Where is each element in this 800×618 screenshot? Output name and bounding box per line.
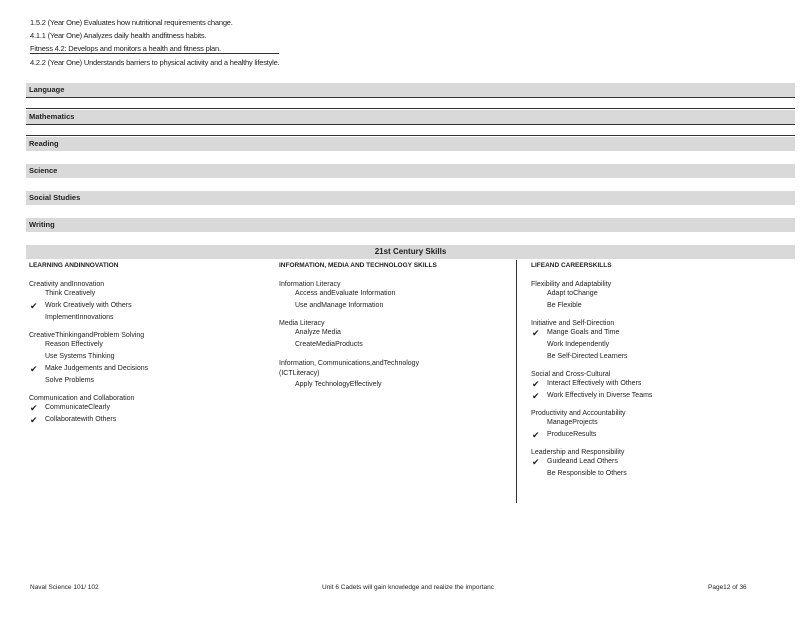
skill-item xyxy=(29,312,148,324)
skill-item xyxy=(29,288,148,300)
skill-item-label: ProduceResults xyxy=(547,431,597,438)
skill-group-title: Creativity andInnovation xyxy=(29,281,105,288)
skill-item-label: Reason Effectively xyxy=(45,341,103,348)
skill-item xyxy=(29,414,148,426)
skill-group-title: Initiative and Self-Direction xyxy=(531,320,615,327)
standard-line: 1.5.2 (Year One) Evaluates how nutritional requirements change. xyxy=(30,18,233,27)
skill-item xyxy=(29,300,148,312)
checkmark-icon: ✔ xyxy=(30,301,38,311)
divider xyxy=(26,135,795,136)
column-heading: LIFEAND CAREERSKILLS xyxy=(531,262,612,269)
divider xyxy=(26,108,795,109)
subject-bar-writing: Writing xyxy=(26,218,795,232)
skill-item-label: Use Systems Thinking xyxy=(45,353,115,360)
skill-item-label: Think Creatively xyxy=(45,290,96,297)
skill-item xyxy=(29,363,148,375)
skill-item xyxy=(531,390,652,402)
subject-bar-social-studies: Social Studies xyxy=(26,191,795,205)
subject-bar-science: Science xyxy=(26,164,795,178)
skill-item xyxy=(279,327,437,339)
skill-item xyxy=(531,339,652,351)
skill-item xyxy=(531,468,652,480)
skill-item xyxy=(29,375,148,387)
skill-item-label: Make Judgements and Decisions xyxy=(45,365,149,372)
skill-item-label: ManageProjects xyxy=(547,419,598,426)
skill-item xyxy=(279,379,437,391)
checkmark-icon: ✔ xyxy=(30,415,38,425)
skill-item-label: Apply TechnologyEffectively xyxy=(295,381,382,388)
skill-item-label: CommunicateClearly xyxy=(45,404,110,411)
standard-line: Fitness 4.2: Develops and monitors a health and fitness plan. xyxy=(30,44,279,54)
skills-column-learning xyxy=(29,262,148,426)
skills-title: 21st Century Skills xyxy=(26,245,795,259)
checkmark-icon: ✔ xyxy=(532,328,540,338)
skill-item xyxy=(279,300,437,312)
checkmark-icon: ✔ xyxy=(532,430,540,440)
skill-item xyxy=(531,351,652,363)
standard-line: 4.1.1 (Year One) Analyzes daily health andfitness habits. xyxy=(30,31,207,40)
subject-bar-reading: Reading xyxy=(26,137,795,151)
checkmark-icon: ✔ xyxy=(30,364,38,374)
skill-item-label: Access andEvaluate Information xyxy=(295,290,396,297)
standard-line: 4.2.2 (Year One) Understands barriers to physical activity and a healthy lifestyle. xyxy=(30,58,280,67)
skill-item-label: Work Effectively in Diverse Teams xyxy=(547,392,653,399)
skill-item-label: Work Creatively with Others xyxy=(45,302,132,309)
skill-item-label: Guideand Lead Others xyxy=(547,458,618,465)
skill-item xyxy=(531,429,652,441)
skill-group-title: Information, Communications,andTechnology (ICTLiteracy) xyxy=(279,360,420,377)
skill-item-label: Solve Problems xyxy=(45,377,95,384)
skill-item xyxy=(29,339,148,351)
skill-item xyxy=(531,288,652,300)
skill-group-title: Leadership and Responsibility xyxy=(531,449,625,456)
skill-item xyxy=(29,402,148,414)
divider xyxy=(26,124,795,125)
skill-item xyxy=(279,339,437,351)
skill-item-label: Analyze Media xyxy=(295,329,341,336)
skill-item-label: Interact Effectively with Others xyxy=(547,380,642,387)
skill-item-label: Be Responsible to Others xyxy=(547,470,627,477)
skill-item xyxy=(531,300,652,312)
skill-item xyxy=(531,417,652,429)
subject-bar-language: Language xyxy=(26,83,795,97)
footer-unit-note: Unit 6 Cadets will gain knowledge and realize the importanc xyxy=(322,584,494,591)
skill-item-label: Collaboratewith Others xyxy=(45,416,117,423)
skill-group-title: Social and Cross-Cultural xyxy=(531,371,611,378)
skill-group-title: Information Literacy xyxy=(279,281,341,288)
column-divider xyxy=(516,260,517,503)
skill-item xyxy=(29,351,148,363)
skill-item xyxy=(531,378,652,390)
checkmark-icon: ✔ xyxy=(532,379,540,389)
skill-item-label: Use andManage Information xyxy=(295,302,384,309)
subject-bar-mathematics: Mathematics xyxy=(26,110,795,124)
skill-item-label: Be Flexible xyxy=(547,302,582,309)
skill-item-label: Mange Goals and Time xyxy=(547,329,620,336)
footer-course: Naval Science 101/ 102 xyxy=(30,584,99,591)
skill-item xyxy=(531,327,652,339)
divider xyxy=(26,97,795,98)
skill-item xyxy=(279,288,437,300)
footer-page-number: Page12 of 36 xyxy=(708,584,747,591)
checkmark-icon: ✔ xyxy=(30,403,38,413)
skill-item-label: CreateMediaProducts xyxy=(295,341,363,348)
skill-item-label: Adapt toChange xyxy=(547,290,598,297)
skill-item-label: Be Self-Directed Learners xyxy=(547,353,628,360)
skill-group-title: Media Literacy xyxy=(279,320,325,327)
skill-group-title: CreativeThinkingandProblem Solving xyxy=(29,332,145,339)
column-heading: LEARNING ANDINNOVATION xyxy=(29,262,119,269)
column-heading: INFORMATION, MEDIA AND TECHNOLOGY SKILLS xyxy=(279,262,437,269)
skills-column-life-career xyxy=(531,262,652,480)
skill-item xyxy=(531,456,652,468)
checkmark-icon: ✔ xyxy=(532,457,540,467)
skills-column-information xyxy=(279,262,437,391)
skill-group-title: Productivity and Accountability xyxy=(531,410,626,417)
checkmark-icon: ✔ xyxy=(532,391,540,401)
skill-item-label: ImplementInnovations xyxy=(45,314,114,321)
skill-item-label: Work Independently xyxy=(547,341,610,348)
skill-group-title: Flexibility and Adaptability xyxy=(531,281,612,288)
skill-group-title: Communication and Collaboration xyxy=(29,395,135,402)
